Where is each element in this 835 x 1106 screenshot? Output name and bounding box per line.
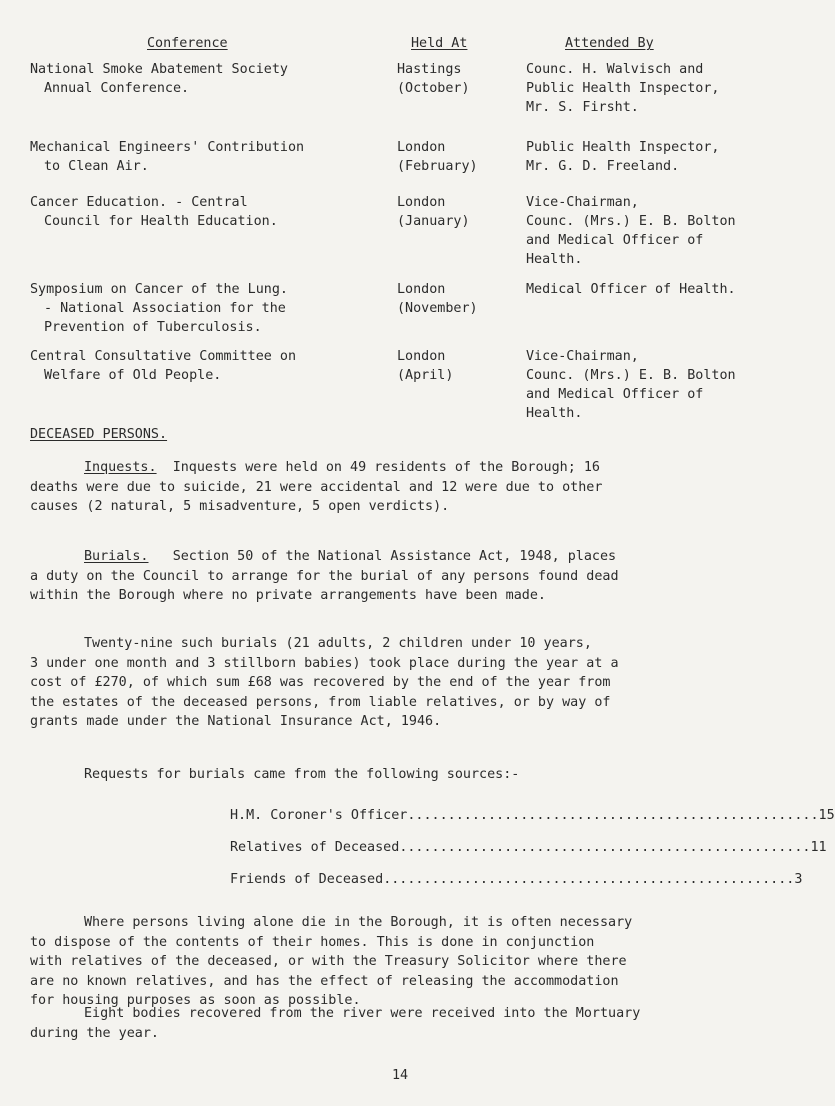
held-at-line: Hastings xyxy=(397,62,462,77)
conference-cell xyxy=(30,138,390,176)
burials-heading: Burials. xyxy=(84,549,149,564)
held-at-line: London xyxy=(397,195,446,210)
living-alone-paragraph xyxy=(30,913,780,1011)
source-label: Friends of Deceased xyxy=(230,872,384,887)
held-at-cell xyxy=(397,60,517,98)
paragraph-line: deaths were due to suicide, 21 were accidental and 12 were due to other xyxy=(30,479,603,495)
conference-line: Council for Health Education. xyxy=(44,214,278,229)
held-at-line: (October) xyxy=(397,81,470,96)
attended-by-line: Vice-Chairman, xyxy=(526,195,639,210)
paragraph-line: the estates of the deceased persons, from liable relatives, or by way of xyxy=(30,694,611,710)
paragraph-line: Twenty-nine such burials (21 adults, 2 children under 10 years, xyxy=(84,636,592,651)
dot-leader: ................................................... xyxy=(407,808,819,823)
conference-cell xyxy=(30,60,390,98)
attended-by-cell xyxy=(526,193,796,269)
source-count: 11 xyxy=(810,840,827,855)
conference-line: Prevention of Tuberculosis. xyxy=(44,320,262,335)
source-count: 3 xyxy=(794,872,803,887)
attended-by-line: Public Health Inspector, xyxy=(526,81,720,96)
held-at-line: (November) xyxy=(397,301,478,316)
held-at-line: (February) xyxy=(397,159,478,174)
page-number: 14 xyxy=(391,1068,409,1083)
attended-by-line: and Medical Officer of xyxy=(526,233,704,248)
paragraph-line: Requests for burials came from the following sources:- xyxy=(84,767,520,782)
paragraph-line: causes (2 natural, 5 misadventure, 5 open verdicts). xyxy=(30,499,450,514)
attended-by-line: and Medical Officer of xyxy=(526,387,704,402)
source-item xyxy=(230,838,827,857)
source-item xyxy=(230,870,803,889)
attended-by-line: Mr. S. Firsht. xyxy=(526,100,639,115)
held-at-line: (January) xyxy=(397,214,470,229)
conference-cell xyxy=(30,347,390,385)
attended-by-line: Public Health Inspector, xyxy=(526,140,720,155)
attended-by-cell xyxy=(526,347,796,423)
attended-by-cell xyxy=(526,138,796,176)
paragraph-line: grants made under the National Insurance Act, 1946. xyxy=(30,714,442,729)
conference-line: Cancer Education. - Central xyxy=(30,195,248,210)
source-count: 15 xyxy=(818,808,835,823)
attended-by-line: Health. xyxy=(526,406,583,421)
conference-line: Welfare of Old People. xyxy=(44,368,222,383)
attended-by-line: Counc. (Mrs.) E. B. Bolton xyxy=(526,368,736,383)
dot-leader: ................................................... xyxy=(383,872,795,887)
held-at-line: London xyxy=(397,140,446,155)
paragraph-line: Section 50 of the National Assistance Act, 1948, places xyxy=(172,549,617,564)
conference-cell xyxy=(30,280,390,337)
attended-by-line: Counc. H. Walvisch and xyxy=(526,62,704,77)
paragraph-line: Eight bodies recovered from the river were received into the Mortuary xyxy=(84,1006,641,1021)
held-at-cell xyxy=(397,193,517,231)
inquests-paragraph xyxy=(30,458,780,517)
paragraph-line: cost of £270, of which sum £68 was recovered by the end of the year from xyxy=(30,675,611,690)
paragraph-line: a duty on the Council to arrange for the burial of any persons found dead xyxy=(30,568,619,584)
held-at-cell xyxy=(397,138,517,176)
eight-bodies-paragraph xyxy=(30,1004,780,1043)
twenty-nine-paragraph xyxy=(30,634,780,732)
paragraph-line: during the year. xyxy=(30,1025,159,1041)
held-at-cell xyxy=(397,347,517,385)
held-at-cell xyxy=(397,280,517,318)
inquests-heading: Inquests. xyxy=(84,460,157,475)
paragraph-line: to dispose of the contents of their homes. This is done in conjunction xyxy=(30,934,595,950)
source-item xyxy=(230,806,835,825)
source-label: H.M. Coroner's Officer xyxy=(230,808,408,823)
header-held-at: Held At xyxy=(411,36,468,51)
paragraph-line: Inquests were held on 49 residents of the Borough; 16 xyxy=(172,460,600,475)
burials-paragraph xyxy=(30,547,780,606)
header-conference: Conference xyxy=(147,36,228,51)
conference-line: National Smoke Abatement Society xyxy=(30,62,288,77)
held-at-line: London xyxy=(397,349,446,364)
paragraph-line: Where persons living alone die in the Borough, it is often necessary xyxy=(84,915,633,930)
conference-line: to Clean Air. xyxy=(44,159,149,174)
conference-cell xyxy=(30,193,390,231)
conference-line: Annual Conference. xyxy=(44,81,190,96)
paragraph-line: 3 under one month and 3 stillborn babies) took place during the year at a xyxy=(30,655,619,671)
source-label: Relatives of Deceased xyxy=(230,840,400,855)
attended-by-line: Health. xyxy=(526,252,583,267)
header-attended-by: Attended By xyxy=(565,36,654,51)
paragraph-line: within the Borough where no private arrangements have been made. xyxy=(30,588,546,603)
section-title: DECEASED PERSONS. xyxy=(30,427,168,442)
paragraph-line: are no known relatives, and has the effect of releasing the accommodation xyxy=(30,973,619,989)
attended-by-cell xyxy=(526,280,796,299)
held-at-line: London xyxy=(397,282,446,297)
attended-by-line: Mr. G. D. Freeland. xyxy=(526,159,680,174)
dot-leader: ................................................... xyxy=(399,840,811,855)
conference-line: Mechanical Engineers' Contribution xyxy=(30,140,305,155)
held-at-line: (April) xyxy=(397,368,454,383)
attended-by-line: Medical Officer of Health. xyxy=(526,282,736,297)
requests-intro xyxy=(30,765,780,785)
paragraph-line: for housing purposes as soon as possible. xyxy=(30,993,361,1008)
attended-by-cell xyxy=(526,60,796,117)
conference-line: Central Consultative Committee on xyxy=(30,349,297,364)
attended-by-line: Vice-Chairman, xyxy=(526,349,639,364)
attended-by-line: Counc. (Mrs.) E. B. Bolton xyxy=(526,214,736,229)
paragraph-line: with relatives of the deceased, or with the Treasury Solicitor where there xyxy=(30,954,627,969)
conference-line: Symposium on Cancer of the Lung. xyxy=(30,282,288,297)
conference-line: - National Association for the xyxy=(44,301,286,316)
